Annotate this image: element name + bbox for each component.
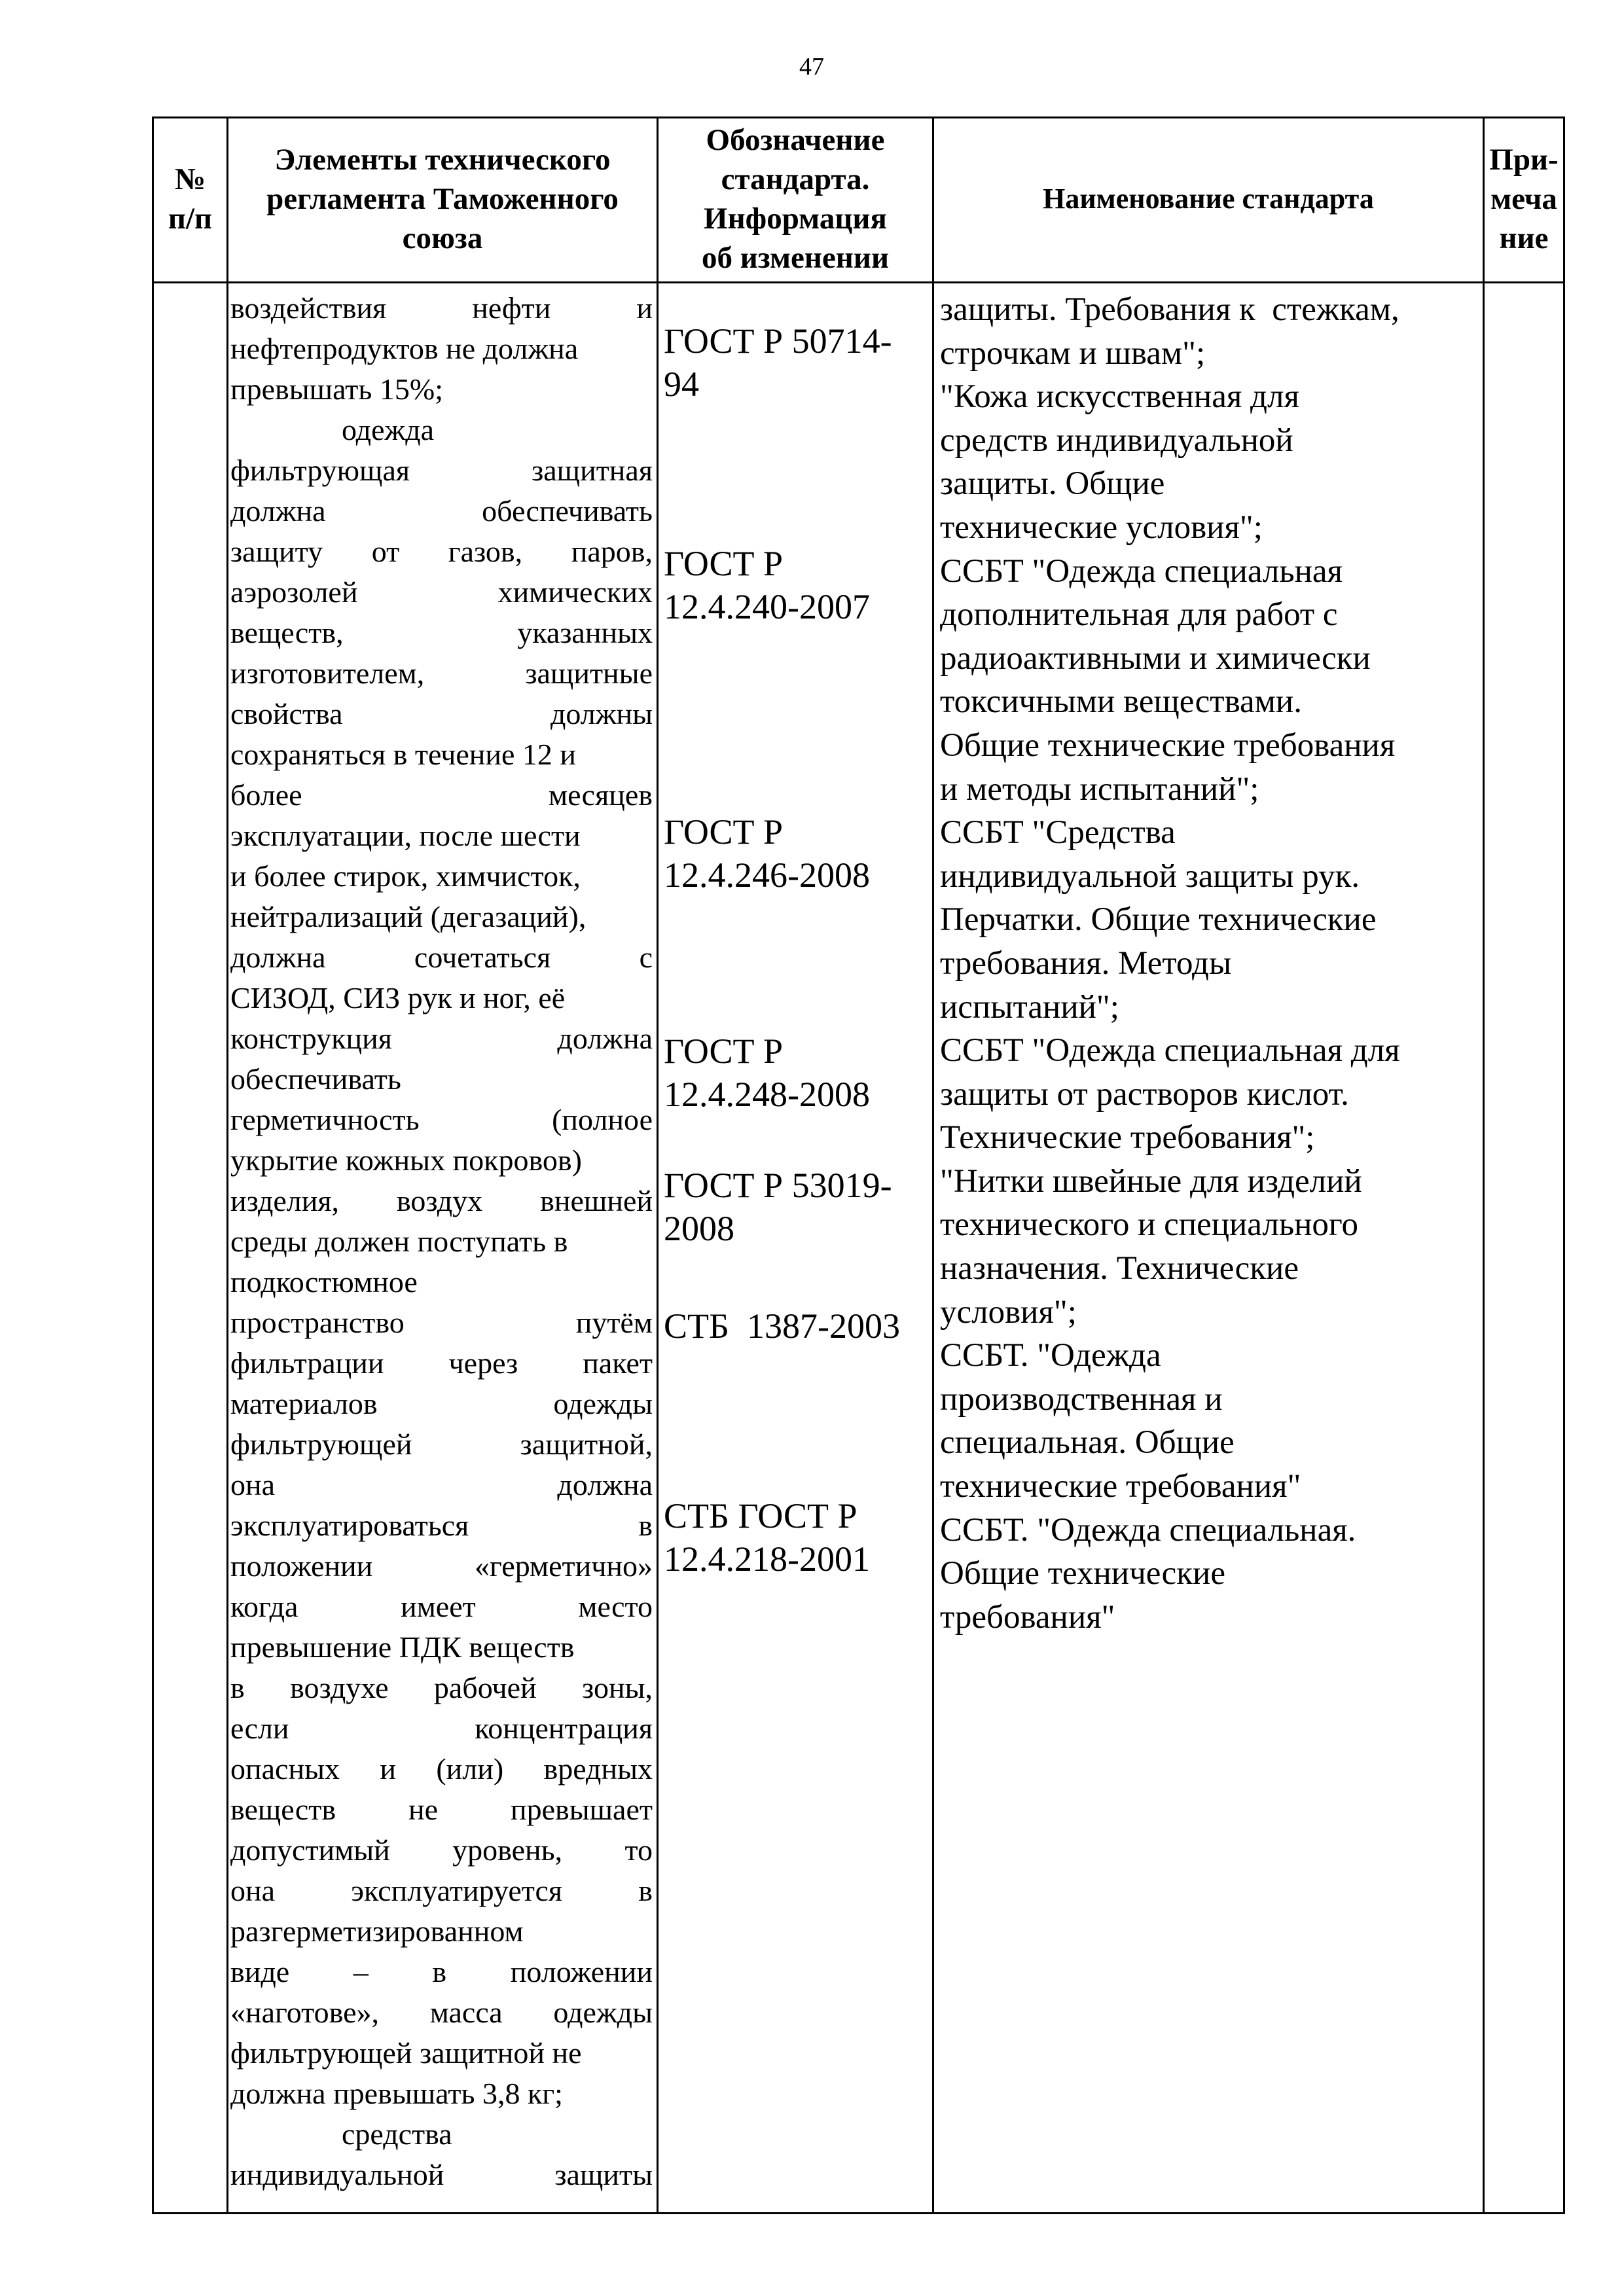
elements-word: изготовителем, xyxy=(230,656,425,690)
elements-line xyxy=(230,450,653,491)
elements-word: материалов xyxy=(230,1387,378,1420)
elements-word: средства xyxy=(342,2117,452,2151)
elements-line xyxy=(230,1262,653,1302)
elements-word: месяцев xyxy=(548,778,653,812)
elements-line xyxy=(230,1140,653,1181)
standard-name-line: дополнительная для работ с xyxy=(940,596,1338,634)
elements-word: внешней xyxy=(540,1184,653,1217)
elements-word: нейтрализаций (дегазаций), xyxy=(230,900,586,933)
elements-word: изделия, xyxy=(230,1184,340,1217)
standard-name-line: "Кожа искусственная для xyxy=(940,378,1299,416)
standard-name-line: Общие технические требования xyxy=(940,726,1396,764)
elements-word: в xyxy=(432,1955,447,1988)
elements-word: должна xyxy=(230,941,326,974)
elements-line xyxy=(230,1343,653,1384)
elements-word: допустимый xyxy=(230,1833,390,1867)
elements-line xyxy=(230,2155,653,2195)
elements-line xyxy=(230,2114,653,2155)
elements-line xyxy=(230,1952,653,1992)
elements-word: путём xyxy=(575,1306,653,1339)
header-number-sign: № xyxy=(174,162,206,196)
elements-line xyxy=(230,1830,653,1871)
header-number xyxy=(154,117,226,281)
elements-line xyxy=(230,1789,653,1830)
col-border-1 xyxy=(226,117,228,2214)
elements-word: зоны, xyxy=(582,1671,653,1704)
standard-name-line: требования. Методы xyxy=(940,944,1232,982)
col-border-5 xyxy=(1563,117,1565,2214)
standard-name-line: ССБТ. "Одежда xyxy=(940,1337,1161,1374)
elements-word: в xyxy=(638,1509,653,1542)
elements-word: превышение ПДК веществ xyxy=(230,1630,575,1664)
header-note: При- меча ние xyxy=(1489,143,1559,255)
standard-designation-line: 12.4.248-2008 xyxy=(664,1075,870,1114)
elements-line xyxy=(230,1302,653,1343)
standard-name-line: защиты от растворов кислот. xyxy=(940,1075,1349,1113)
elements-word: эксплуатируется xyxy=(351,1874,563,1907)
standard-designation-line: СТБ 1387-2003 xyxy=(664,1306,900,1346)
elements-word: от xyxy=(371,535,400,568)
elements-line xyxy=(230,613,653,653)
elements-word: превышать 15%; xyxy=(230,372,443,406)
standard-designation-line: 12.4.218-2001 xyxy=(664,1539,870,1579)
elements-word: опасных xyxy=(230,1752,340,1785)
standard-name-line: строчкам и швам"; xyxy=(940,334,1206,372)
standard-name-line: технические условия"; xyxy=(940,509,1263,546)
elements-word: эксплуатации, после шести xyxy=(230,819,581,852)
standard-designation-line: СТБ ГОСТ Р xyxy=(664,1496,857,1535)
elements-word: с xyxy=(639,941,653,974)
elements-word: в xyxy=(638,1874,653,1907)
elements-line xyxy=(230,410,653,450)
elements-line xyxy=(230,1100,653,1140)
elements-word: рабочей xyxy=(433,1671,537,1704)
elements-word: защиту xyxy=(230,535,323,568)
elements-line xyxy=(230,1708,653,1749)
elements-line xyxy=(230,1992,653,2033)
standard-name-line: специальная. Общие xyxy=(940,1424,1235,1462)
elements-word: фильтрующая xyxy=(230,454,410,487)
elements-word: защиты xyxy=(554,2158,653,2191)
elements-line xyxy=(230,1424,653,1465)
elements-line xyxy=(230,531,653,572)
elements-line xyxy=(230,1546,653,1587)
standard-name-line: токсичными веществами. xyxy=(940,683,1302,721)
elements-line xyxy=(230,1505,653,1546)
elements-word: воздухе xyxy=(290,1671,389,1704)
standard-designation-line: ГОСТ Р xyxy=(664,544,784,583)
standard-name-line: и методы испытаний"; xyxy=(940,770,1259,808)
elements-word: свойства xyxy=(230,697,343,730)
standard-designation-line: 94 xyxy=(664,365,699,404)
elements-word: положении xyxy=(510,1955,653,1988)
elements-word: фильтрующей защитной не xyxy=(230,2036,582,2070)
elements-word: фильтрации xyxy=(230,1346,384,1380)
elements-word: концентрация xyxy=(475,1712,653,1745)
elements-line xyxy=(230,856,653,897)
elements-word: конструкция xyxy=(230,1022,392,1055)
header-standard-name: Наименование стандарта xyxy=(1043,183,1374,215)
elements-word: фильтрующей xyxy=(230,1427,412,1461)
elements-word: нефти xyxy=(472,291,551,325)
standard-name-line: назначения. Технические xyxy=(940,1250,1299,1287)
elements-line xyxy=(230,1465,653,1505)
elements-line xyxy=(230,1384,653,1424)
elements-line xyxy=(230,694,653,734)
elements-word: сохраняться в течение 12 и xyxy=(230,738,577,771)
elements-line xyxy=(230,897,653,937)
elements-word: газов, xyxy=(448,535,523,568)
elements-word: воздух xyxy=(397,1184,483,1217)
elements-word: она xyxy=(230,1468,276,1501)
elements-word: когда xyxy=(230,1590,298,1623)
standard-name-line: производственная и xyxy=(940,1380,1223,1418)
elements-word: то xyxy=(624,1833,653,1867)
standard-name-line: средств индивидуальной xyxy=(940,422,1293,459)
elements-word: через xyxy=(448,1346,518,1380)
elements-word: пространство xyxy=(230,1306,405,1339)
elements-word: обеспечивать xyxy=(482,494,653,528)
header-bottom-border xyxy=(152,281,1565,283)
elements-word: «герметично» xyxy=(475,1549,653,1583)
elements-line xyxy=(230,369,653,410)
elements-word: одежды xyxy=(553,1996,653,2029)
elements-word: СИЗОД, СИЗ рук и ног, её xyxy=(230,981,566,1014)
elements-line xyxy=(230,491,653,531)
elements-word: защитная xyxy=(532,454,653,487)
elements-word: должна превышать 3,8 кг; xyxy=(230,2077,563,2110)
standard-designation-line: ГОСТ Р xyxy=(664,812,784,852)
elements-word: и более стирок, химчисток, xyxy=(230,859,581,893)
elements-word: пакет xyxy=(583,1346,653,1380)
standard-name-line: Перчатки. Общие технические xyxy=(940,901,1377,939)
elements-word: более xyxy=(230,778,302,812)
elements-word: (полное xyxy=(552,1103,653,1136)
elements-word: герметичность xyxy=(230,1103,420,1136)
elements-word: веществ, xyxy=(230,616,344,649)
standard-designation-line: ГОСТ Р 50714- xyxy=(664,321,892,361)
elements-word: среды должен поступать в xyxy=(230,1225,568,1258)
standard-name-line: радиоактивными и химически xyxy=(940,639,1371,677)
elements-line xyxy=(230,1627,653,1668)
standard-designation xyxy=(664,810,870,897)
page-number: 47 xyxy=(799,53,824,81)
standard-designation xyxy=(664,319,892,406)
elements-line xyxy=(230,1871,653,1911)
standard-designation-line: 12.4.246-2008 xyxy=(664,855,870,895)
elements-word: превышает xyxy=(510,1793,653,1826)
col-border-3 xyxy=(932,117,934,2214)
header-elements: Элементы технического регламента Таможенного союза xyxy=(266,143,619,255)
col-border-0 xyxy=(152,117,154,2214)
elements-word: защитной, xyxy=(520,1427,653,1461)
standard-name-line: ССБТ "Одежда специальная xyxy=(940,552,1343,590)
elements-word: паров, xyxy=(571,535,653,568)
elements-line xyxy=(230,1587,653,1627)
elements-word: она xyxy=(230,1874,276,1907)
standard-name-line: защиты. Общие xyxy=(940,465,1165,503)
elements-word: «наготове», xyxy=(230,1996,380,2029)
elements-line xyxy=(230,1221,653,1262)
standard-name-line: ССБТ. "Одежда специальная. xyxy=(940,1511,1356,1549)
standard-name-line: ССБТ "Одежда специальная для xyxy=(940,1032,1400,1069)
elements-word: указанных xyxy=(517,616,653,649)
elements-word: в xyxy=(230,1671,245,1704)
elements-word: индивидуальной xyxy=(230,2158,444,2191)
standard-name-line: ССБТ "Средства xyxy=(940,814,1176,852)
standard-designation-line: 12.4.240-2007 xyxy=(664,587,870,626)
elements-line xyxy=(230,937,653,978)
elements-word: имеет xyxy=(401,1590,476,1623)
standard-name-line: защиты. Требования к стежкам, xyxy=(940,291,1399,328)
standard-designation xyxy=(664,1494,870,1581)
standard-designation xyxy=(664,1164,892,1250)
elements-word: обеспечивать xyxy=(230,1062,401,1096)
header-designation: Обозначение стандарта. Информация об изменении xyxy=(701,123,890,275)
elements-word: подкостюмное xyxy=(230,1265,418,1299)
elements-word: веществ xyxy=(230,1793,336,1826)
elements-word: уровень, xyxy=(452,1833,563,1867)
elements-line xyxy=(230,2033,653,2073)
elements-word: сочетаться xyxy=(414,941,551,974)
standard-name-line: испытаний"; xyxy=(940,988,1119,1026)
standard-name-line: Технические требования"; xyxy=(940,1119,1315,1157)
col-border-2 xyxy=(657,117,659,2214)
elements-cell xyxy=(230,288,653,2195)
elements-line xyxy=(230,1911,653,1952)
elements-word: эксплуатироваться xyxy=(230,1509,469,1542)
elements-word: место xyxy=(578,1590,653,1623)
elements-word: аэрозолей xyxy=(230,575,358,609)
elements-word: масса xyxy=(429,1996,503,2029)
standard-name-line: требования" xyxy=(940,1598,1115,1636)
elements-line xyxy=(230,288,653,329)
standard-name-line: Общие технические xyxy=(940,1555,1225,1592)
standard-designation-line: ГОСТ Р xyxy=(664,1031,784,1071)
elements-line xyxy=(230,572,653,613)
elements-line xyxy=(230,1181,653,1221)
elements-word: – xyxy=(353,1955,369,1988)
elements-line xyxy=(230,1749,653,1789)
elements-line xyxy=(230,734,653,775)
elements-word: химических xyxy=(497,575,653,609)
standard-name-line: технические требования" xyxy=(940,1468,1301,1505)
standard-name-line: условия"; xyxy=(940,1293,1077,1331)
standard-name-line: технического и специального xyxy=(940,1206,1359,1244)
elements-word: и xyxy=(380,1752,396,1785)
elements-word: не xyxy=(408,1793,439,1826)
standard-designation xyxy=(664,1030,870,1116)
elements-word: должны xyxy=(550,697,653,730)
standard-designation-line: 2008 xyxy=(664,1209,734,1248)
standard-designation xyxy=(664,542,870,628)
elements-word: одежда xyxy=(342,413,435,446)
elements-word: воздействия xyxy=(230,291,387,325)
elements-word: должна xyxy=(230,494,326,528)
elements-word: укрытие кожных покровов) xyxy=(230,1143,582,1177)
elements-word: (или) xyxy=(436,1752,504,1785)
standards-table xyxy=(152,117,1565,2214)
elements-word: виде xyxy=(230,1955,290,1988)
elements-word: положении xyxy=(230,1549,373,1583)
elements-line xyxy=(230,978,653,1018)
standard-designation xyxy=(664,1304,900,1348)
elements-line xyxy=(230,1059,653,1100)
elements-word: должна xyxy=(557,1022,653,1055)
standard-name-cell xyxy=(940,288,1496,1639)
elements-line xyxy=(230,653,653,694)
elements-word: разгерметизированном xyxy=(230,1914,524,1948)
elements-line xyxy=(230,775,653,816)
elements-line xyxy=(230,1668,653,1708)
header-number-label: п/п xyxy=(168,202,213,236)
elements-word: если xyxy=(230,1712,289,1745)
elements-word: нефтепродуктов не должна xyxy=(230,332,579,365)
elements-line xyxy=(230,2073,653,2114)
standard-designation-line: ГОСТ Р 53019- xyxy=(664,1166,892,1205)
elements-word: и xyxy=(636,291,653,325)
elements-word: одежды xyxy=(553,1387,653,1420)
elements-word: защитные xyxy=(525,656,653,690)
elements-line xyxy=(230,329,653,369)
table-bottom-border xyxy=(152,2212,1565,2214)
elements-word: должна xyxy=(557,1468,653,1501)
standard-name-line: "Нитки швейные для изделий xyxy=(940,1162,1362,1200)
elements-line xyxy=(230,1018,653,1059)
elements-line xyxy=(230,816,653,856)
elements-word: вредных xyxy=(543,1752,653,1785)
standard-name-line: индивидуальной защиты рук. xyxy=(940,857,1360,895)
